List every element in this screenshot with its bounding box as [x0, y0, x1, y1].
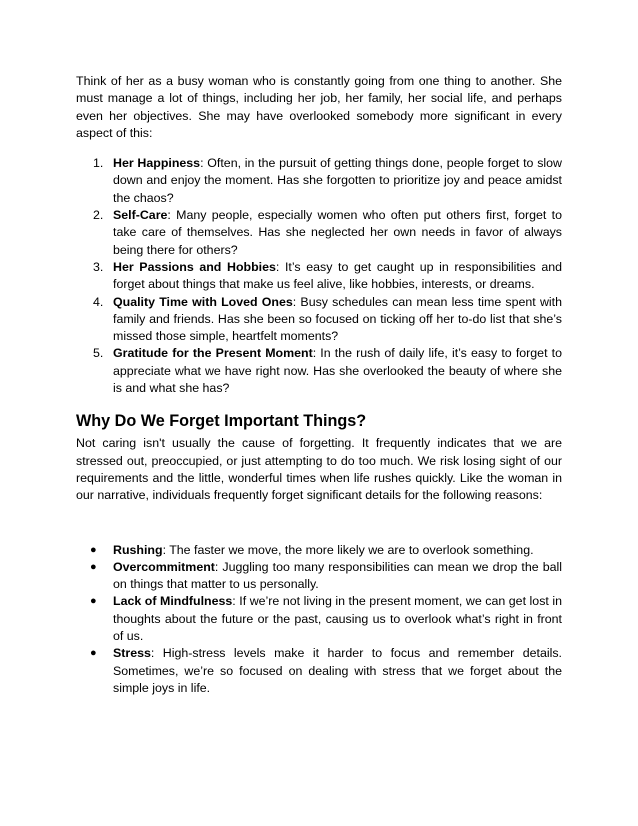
- bullet-list: [76, 542, 562, 698]
- section-paragraph: Not caring isn't usually the cause of forgetting. It frequently indicates that we are stressed out, preoccupied, or just attempting to do too much. We risk losing sight of our requirements and the little, wonderful times when life rushes quickly. Like the woman in our narrative, individuals frequently forget significant details for the following reasons:: [76, 436, 562, 503]
- list-number: 3.: [93, 259, 104, 274]
- list-number: 5.: [93, 346, 104, 361]
- list-item-text: : Many people, especially women who often put others first, forget to take care of themselves. Has she neglected her own needs in favor of always being there for others?: [113, 208, 562, 257]
- list-item-term: Her Happiness: [113, 156, 201, 171]
- list-item-text: : Often, in the pursuit of getting things done, people forget to slow down and enjoy the moment. Has she forgotten to prioritize joy and peace amidst the chaos?: [113, 156, 562, 205]
- bullet-item: [76, 542, 562, 559]
- list-number: 4.: [93, 294, 104, 309]
- bullet-item-text: : Juggling too many responsibilities can mean we drop the ball on things that matter to us personally.: [113, 559, 562, 592]
- bullet-item-term: Stress: [113, 646, 151, 661]
- list-item-text: : Busy schedules can mean less time spent with family and friends. Has she been so focused on ticking off her to-do list that she’s missed those simple, heartfelt moments?: [113, 294, 562, 344]
- list-item-text: : It’s easy to get caught up in responsibilities and forget about things that make us feel alive, like hobbies, interests, or dreams.: [113, 259, 562, 292]
- list-item-term: Self-Care: [113, 208, 168, 223]
- bullet-icon: ●: [90, 560, 97, 573]
- intro-paragraph: Think of her as a busy woman who is constantly going from one thing to another. She must manage a lot of things, including her job, her family, her social life, and perhaps even her objectives. She may have overlooked somebody more significant in every aspect of this:: [76, 74, 562, 140]
- list-number: 1.: [93, 156, 104, 171]
- bullet-icon: ●: [90, 543, 97, 556]
- bullet-icon: ●: [90, 595, 97, 608]
- list-item: [76, 155, 562, 207]
- bullet-item-text: : The faster we move, the more likely we are to overlook something.: [162, 542, 534, 557]
- list-number: 2.: [93, 208, 104, 223]
- list-item: [76, 345, 562, 397]
- list-item-term: Quality Time with Loved Ones: [113, 294, 293, 309]
- list-item-term: Gratitude for the Present Moment: [113, 346, 313, 361]
- bullet-item: [76, 593, 562, 645]
- bullet-item-term: Overcommitment: [113, 559, 215, 574]
- bullet-item-text: : If we’re not living in the present moment, we can get lost in thoughts about the future or the past, causing us to overlook what’s right in front of us.: [113, 594, 563, 644]
- list-item-term: Her Passions and Hobbies: [113, 259, 276, 274]
- bullet-item-term: Lack of Mindfulness: [113, 594, 233, 609]
- section-heading: Why Do We Forget Important Things?: [76, 412, 367, 431]
- list-item-text: : In the rush of daily life, it’s easy to forget to appreciate what we have right now. Has she overlooked the beauty of where she is and what she has?: [113, 346, 562, 396]
- list-item: [76, 259, 562, 294]
- bullet-item-text: : High-stress levels make it harder to focus and remember details. Sometimes, we’re so focused on dealing with stress that we forget about the simple joys in life.: [113, 646, 562, 695]
- bullet-item: [76, 559, 562, 594]
- list-item: [76, 294, 562, 346]
- numbered-list: [76, 155, 562, 397]
- bullet-item-term: Rushing: [113, 542, 163, 557]
- bullet-icon: ●: [90, 647, 97, 660]
- list-item: [76, 207, 562, 259]
- bullet-item: [76, 645, 562, 697]
